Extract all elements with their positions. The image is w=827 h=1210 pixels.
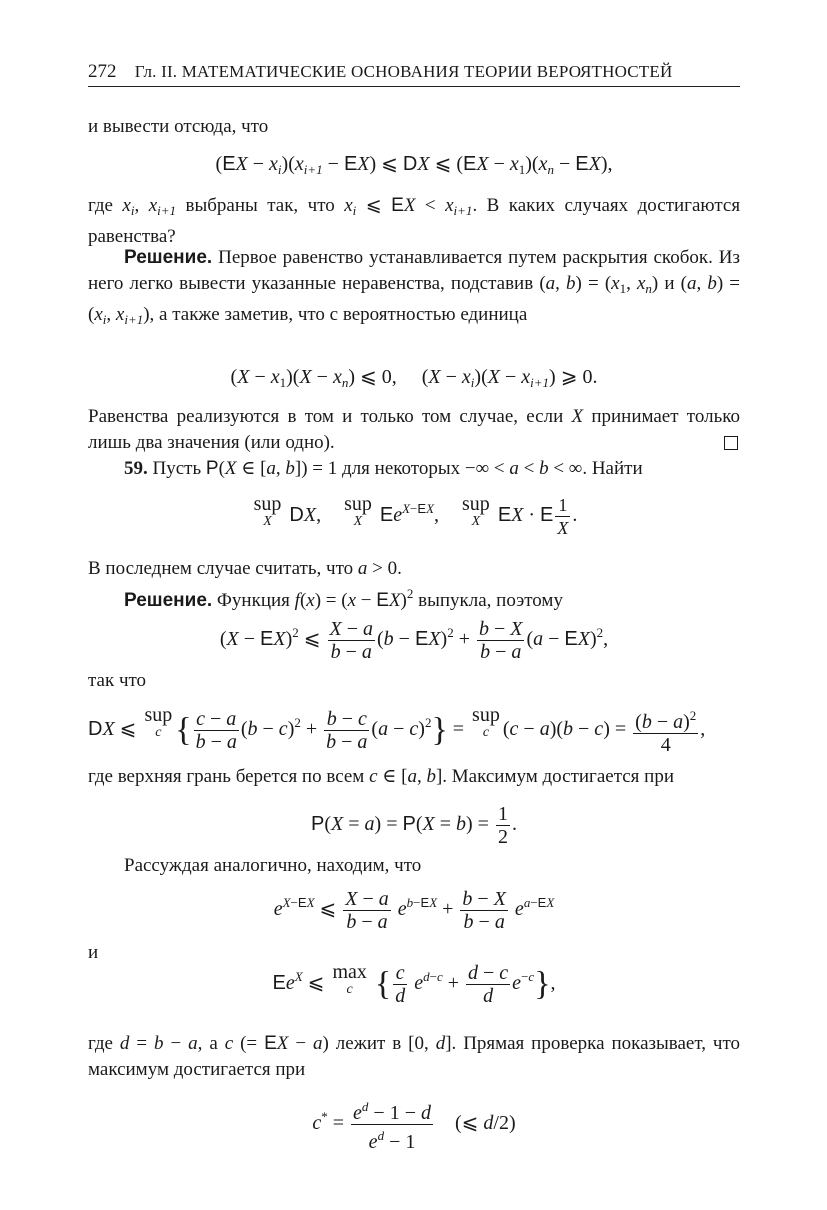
paragraph-where-d: где d = b − a, а c (= EX − a) лежит в [0, d]. Прямая проверка показывает, что максимум достигается при xyxy=(88,1033,741,1080)
paragraph-last-case: В последнем случае считать, что a > 0. xyxy=(88,558,402,579)
formula-sup: sup X DX, sup X $Ee^{X-EX}$, sup X EX · E $\frac{1}{X}$ . xyxy=(253,493,578,538)
page-header xyxy=(88,58,740,87)
solution-label-2: Решение. xyxy=(124,590,213,611)
formula-max: $Ee^X$ ⩽ max c { $\frac{c}{d}$ $e^{d-c}$ + $\frac{d - c}{d}$ $e^{-c}$}, xyxy=(272,961,556,1007)
formula-exponential: $e^{X-EX}$ ⩽ $\frac{X - a}{b - a}$ $e^{b-EX}$ + $\frac{b - X}{b - a}$ $e^{a-EX}$ xyxy=(273,888,555,933)
paragraph-solution-2: Решение. Функция f(x) = (x − EX)$^2$ выпукла, поэтому xyxy=(124,586,563,611)
paragraph-and: и xyxy=(88,942,99,963)
solution-label: Решение. xyxy=(124,247,213,268)
formula-dx-bound: DX ⩽ sup c { $\frac{c - a}{b - a}$ $(b - c)^2$ + $\frac{b - c}{b - a}$ $(a - c)^2$} = sup c (c − a)(b − c) = $\frac{(b - a)^2}{4}$ , xyxy=(88,704,706,756)
running-title: Гл. II. МАТЕМАТИЧЕСКИЕ ОСНОВАНИЯ ТЕОРИИ ВЕРОЯТНОСТЕЙ xyxy=(134,62,673,81)
formula-c-star: c* = $\frac{e^d - 1 - d}{e^d - 1}$ (⩽ d/2) xyxy=(88,1096,740,1153)
qed-square-icon xyxy=(724,436,738,450)
book-page xyxy=(88,0,740,1210)
paragraph-solution-1: Решение. Первое равенство устанавливается путем раскрытия скобок. Из него легко вывести указанные неравенства, подставив (a, $b) = (x_1$, $x_n$) и (a, $b) = (x_i$, $x_{i+1}$), а также заметив, что с вероятностью единица xyxy=(88,247,741,327)
formula-inequality-2: $(X - x_1)(X - x_n)$ ⩽ 0, $(X - x_i)(X - x_{i+1})$ ⩾ 0. xyxy=(230,366,598,390)
formula-probability: P(X = a) = P(X = b) = $\frac{1}{2}$ . xyxy=(311,803,517,848)
paragraph-sup-over: где верхняя грань берется по всем c ∈ [a, b]. Максимум достигается при xyxy=(88,766,674,787)
formula-inequality-1: $(EX - x_i)(x_{i+1} - EX)$ ⩽ DX ⩽ $(EX - x_1)(x_n - EX)$, xyxy=(215,153,613,177)
formula-convexity: (X − EX)$^2$ ⩽ $\frac{X - a}{b - a}$ (b − EX)$^2$ + $\frac{b - X}{b - a}$ (a − EX)$^2$, xyxy=(219,618,609,663)
intro-line: и вывести отсюда, что xyxy=(88,116,269,137)
paragraph-analog: Рассуждая аналогично, находим, что xyxy=(124,855,422,876)
problem-number: 59. xyxy=(124,458,148,479)
paragraph-so-that: так что xyxy=(88,670,147,691)
page-number: 272 xyxy=(88,61,117,82)
paragraph-equality: Равенства реализуются в том и только том случае, если X принимает только лишь два значения (или одно). xyxy=(88,406,740,453)
paragraph-chosen: где $x_i$, $x_{i+1}$ выбраны так, что $x_i$ ⩽ EX < $x_{i+1}$. В каких случаях достигаются равенства? xyxy=(88,195,741,247)
problem-59: 59. Пусть P(X ∈ [a, b]) = 1 для некоторых −∞ < a < b < ∞. Найти xyxy=(124,458,643,479)
